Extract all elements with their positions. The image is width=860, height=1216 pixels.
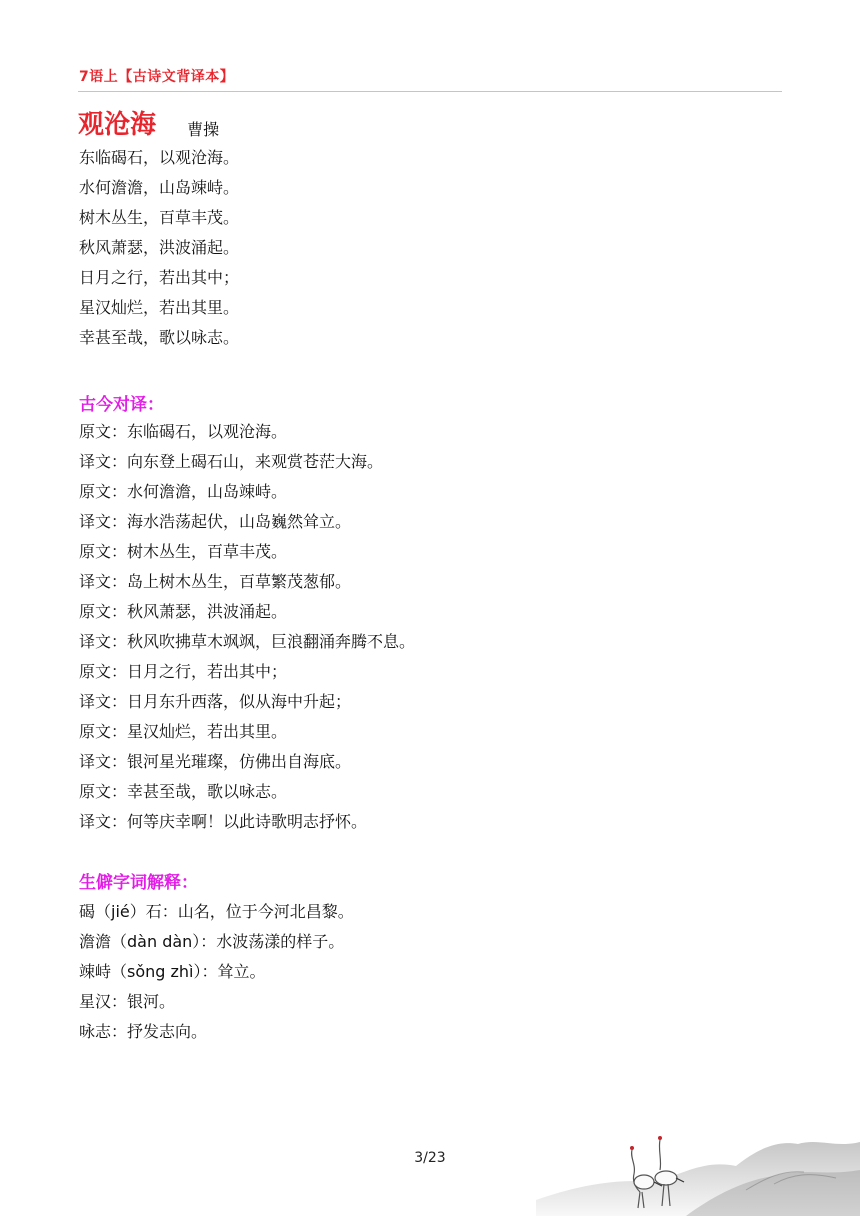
translation-line: 原文：水何澹澹，山岛竦峙。 bbox=[79, 482, 288, 501]
poem-title-row bbox=[78, 104, 219, 141]
translation-line: 译文：何等庆幸啊！以此诗歌明志抒怀。 bbox=[79, 812, 368, 831]
glossary-line: 星汉：银河。 bbox=[79, 992, 176, 1011]
translation-line: 原文：东临碣石，以观沧海。 bbox=[79, 422, 288, 441]
translation-body bbox=[79, 417, 415, 837]
poem-line: 幸甚至哉，歌以咏志。 bbox=[79, 328, 240, 347]
translation-heading: 古今对译： bbox=[79, 395, 164, 415]
poem-body bbox=[79, 143, 239, 353]
poem-title: 观沧海 bbox=[78, 110, 157, 140]
page-number: 3/23 bbox=[414, 1150, 446, 1166]
translation-line: 译文：银河星光璀璨，仿佛出自海底。 bbox=[79, 752, 352, 771]
poem-line: 水何澹澹，山岛竦峙。 bbox=[79, 178, 240, 197]
glossary-line: 咏志：抒发志向。 bbox=[79, 1022, 208, 1041]
poem-author: 曹操 bbox=[187, 120, 220, 139]
translation-line: 译文：向东登上碣石山，来观赏苍茫大海。 bbox=[79, 452, 384, 471]
poem-line: 秋风萧瑟，洪波涌起。 bbox=[79, 238, 240, 257]
translation-line: 原文：秋风萧瑟，洪波涌起。 bbox=[79, 602, 288, 621]
translation-line: 译文：日月东升西落，似从海中升起； bbox=[79, 692, 352, 711]
glossary-body bbox=[79, 897, 354, 1047]
document-header: 7语上【古诗文背译本】 bbox=[79, 69, 235, 85]
header-divider bbox=[78, 91, 782, 92]
translation-line: 原文：星汉灿烂，若出其里。 bbox=[79, 722, 288, 741]
poem-line: 日月之行，若出其中； bbox=[79, 268, 240, 287]
translation-line: 译文：岛上树木丛生，百草繁茂葱郁。 bbox=[79, 572, 352, 591]
translation-line: 原文：幸甚至哉，歌以咏志。 bbox=[79, 782, 288, 801]
translation-line: 译文：秋风吹拂草木飒飒，巨浪翻涌奔腾不息。 bbox=[79, 632, 416, 651]
poem-line: 东临碣石，以观沧海。 bbox=[79, 148, 240, 167]
translation-line: 原文：树木丛生，百草丰茂。 bbox=[79, 542, 288, 561]
mountain-crane-illustration bbox=[536, 1120, 860, 1216]
poem-line: 树木丛生，百草丰茂。 bbox=[79, 208, 240, 227]
translation-line: 原文：日月之行，若出其中； bbox=[79, 662, 288, 681]
glossary-line: 竦峙（sǒng zhì）：耸立。 bbox=[79, 962, 266, 981]
poem-line: 星汉灿烂，若出其里。 bbox=[79, 298, 240, 317]
glossary-line: 碣（jié）石：山名，位于今河北昌黎。 bbox=[79, 902, 354, 921]
glossary-heading: 生僻字词解释： bbox=[79, 873, 198, 893]
translation-line: 译文：海水浩荡起伏，山岛巍然耸立。 bbox=[79, 512, 352, 531]
glossary-line: 澹澹（dàn dàn）：水波荡漾的样子。 bbox=[79, 932, 345, 951]
